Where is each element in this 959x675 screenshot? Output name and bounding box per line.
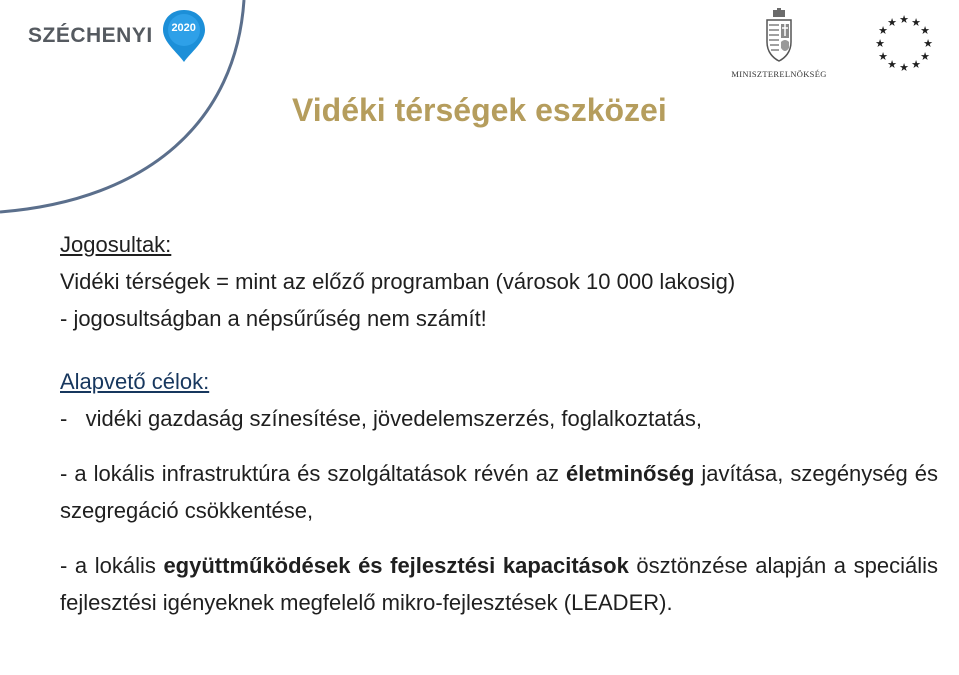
svg-text:★: ★ (920, 51, 930, 63)
slide-title: Vidéki térségek eszközei (292, 92, 667, 128)
goal-item-2-text-start: - a lokális infrastruktúra és szolgáltatások révén az (60, 461, 567, 486)
eligible-heading (60, 226, 938, 263)
svg-text:★: ★ (923, 38, 933, 50)
goal-item-2-text-end: javítása, szegénység és szegregáció csökkentése, (60, 461, 938, 523)
goal-item-3-emphasis: együttműködések és fejlesztési kapacitások (163, 553, 629, 578)
szechenyi-wordmark: SZÉCHENYI (28, 24, 153, 47)
svg-text:★: ★ (875, 38, 885, 50)
slide-body (60, 226, 938, 621)
goal-item-3-text-start: - a lokális (60, 553, 164, 578)
szechenyi-2020-logo (28, 6, 209, 66)
goal-item-2-emphasis: életminőség (566, 461, 695, 486)
eligible-line-2: - jogosultságban a népsűrűség nem számít! (60, 306, 487, 331)
svg-text:★: ★ (899, 14, 909, 26)
svg-text:★: ★ (911, 59, 921, 71)
eligible-label: Jogosultak: (60, 232, 172, 257)
coat-of-arms-icon (759, 8, 799, 62)
goal-item-1: - vidéki gazdaság színesítése, jövedelemszerzés, foglalkoztatás, (60, 406, 702, 431)
eu-stars-icon (864, 10, 944, 80)
location-pin-icon (159, 8, 209, 64)
goal-item-3 (60, 547, 938, 621)
svg-text:★: ★ (899, 62, 909, 74)
goals-label: Alapvető célok: (60, 369, 210, 394)
svg-text:★: ★ (920, 25, 930, 37)
svg-text:★: ★ (887, 59, 897, 71)
eligible-line-1: Vidéki térségek = mint az előző programban (városok 10 000 lakosig) (60, 269, 736, 294)
svg-text:★: ★ (878, 51, 888, 63)
svg-text:★: ★ (887, 17, 897, 29)
svg-text:★: ★ (911, 17, 921, 29)
ministry-name: MINISZTERELNÖKSÉG (731, 69, 827, 79)
svg-text:★: ★ (878, 25, 888, 37)
goals-heading (60, 363, 938, 400)
ministry-logo (724, 8, 834, 79)
goal-item-3-text-end: ösztönzése alapján a speciális fejlesztési igényeknek megfelelő mikro-fejlesztések (LEADER). (60, 553, 938, 615)
szechenyi-year: 2020 (171, 22, 196, 34)
goal-item-2 (60, 455, 938, 529)
